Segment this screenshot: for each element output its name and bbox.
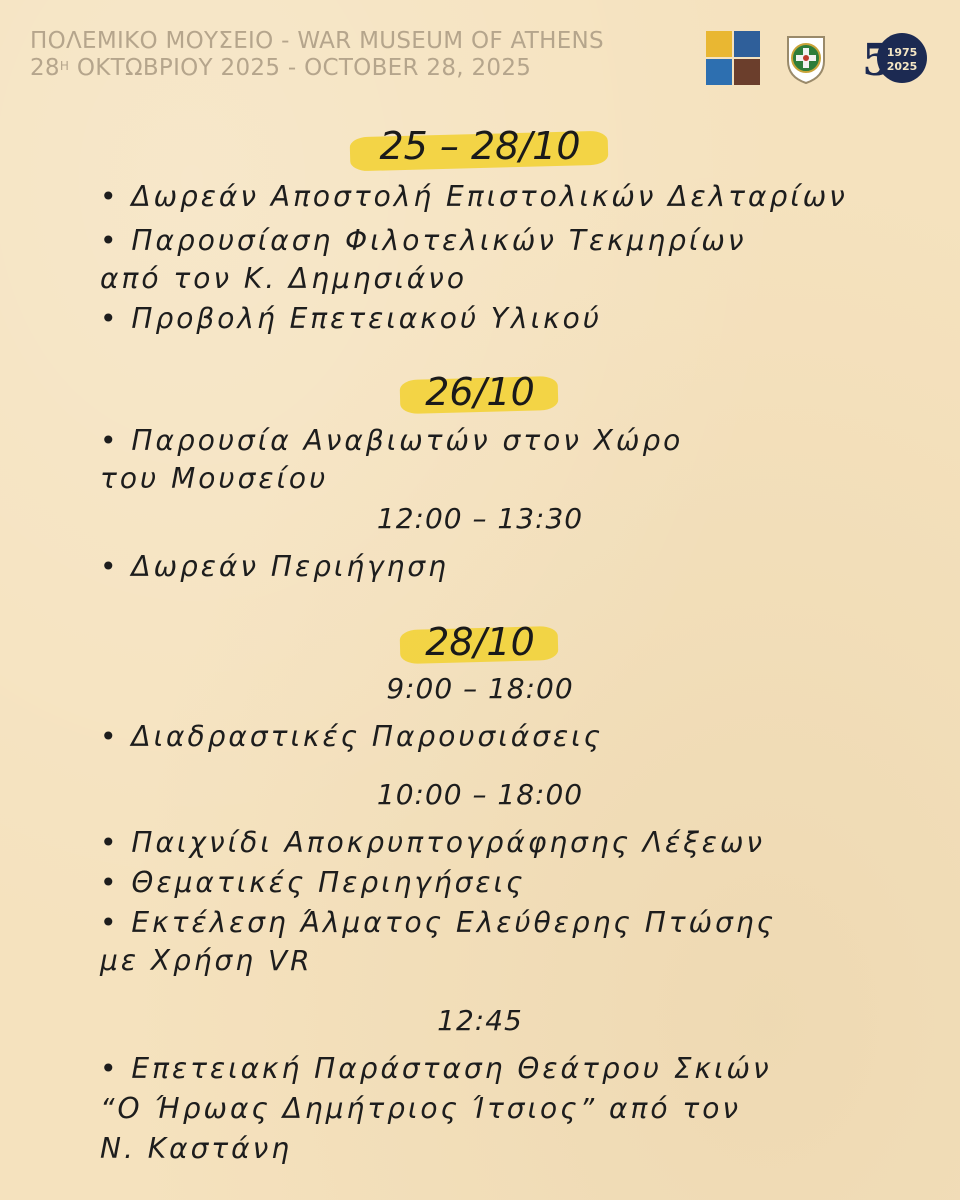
time-label: 12:45 xyxy=(437,1004,523,1037)
list-item: • Δωρεάν Περιήγηση xyxy=(100,550,449,583)
list-item-continuation: του Μουσείου xyxy=(100,462,329,495)
list-item: • Επετειακή Παράσταση Θεάτρου Σκιών xyxy=(100,1052,772,1085)
list-item-continuation: “Ο Ήρωας Δημήτριος Ίτσιος” από τον xyxy=(100,1092,741,1125)
time-label: 10:00 – 18:00 xyxy=(376,778,584,811)
header-date-rest: ΟΚΤΩΒΡΙΟΥ 2025 - OCTOBER 28, 2025 xyxy=(69,55,532,81)
list-item-continuation: με Χρήση VR xyxy=(100,944,313,977)
time-label: 9:00 – 18:00 xyxy=(386,672,574,705)
anniversary-year-start: 1975 xyxy=(886,46,918,59)
list-item: • Διαδραστικές Παρουσιάσεις xyxy=(100,720,603,753)
list-item-continuation: από τον Κ. Δημησιάνο xyxy=(100,262,467,295)
date-heading-26 xyxy=(400,370,560,414)
time-label: 12:00 – 13:30 xyxy=(376,502,584,535)
list-item: • Προβολή Επετειακού Υλικού xyxy=(100,302,602,335)
anniversary-digit: 5 xyxy=(862,35,893,85)
anniversary-year-end: 2025 xyxy=(886,60,918,73)
header-date-day: 28 xyxy=(30,55,60,81)
date-heading-25-28 xyxy=(350,124,610,168)
date-heading-text: 26/10 xyxy=(425,370,535,414)
list-item: • Δωρεάν Αποστολή Επιστολικών Δελταρίων xyxy=(100,180,848,213)
list-item: • Παρουσία Αναβιωτών στον Χώρο xyxy=(100,424,684,457)
list-item: • Εκτέλεση Άλματος Ελεύθερης Πτώσης xyxy=(100,906,777,939)
list-item: • Παρουσίαση Φιλοτελικών Τεκμηρίων xyxy=(100,224,747,257)
list-item: • Θεματικές Περιηγήσεις xyxy=(100,866,526,899)
list-item: • Παιχνίδι Αποκρυπτογράφησης Λέξεων xyxy=(100,826,766,859)
date-heading-28 xyxy=(400,620,560,664)
list-item-continuation: Ν. Καστάνη xyxy=(100,1132,293,1165)
header-date-sup: Η xyxy=(59,59,70,73)
date-heading-text: 28/10 xyxy=(425,620,535,664)
date-heading-text: 25 – 28/10 xyxy=(379,124,581,168)
header-title: ΠΟΛΕΜΙΚΟ ΜΟΥΣΕΙΟ - WAR MUSEUM OF ATHENS xyxy=(30,28,604,54)
